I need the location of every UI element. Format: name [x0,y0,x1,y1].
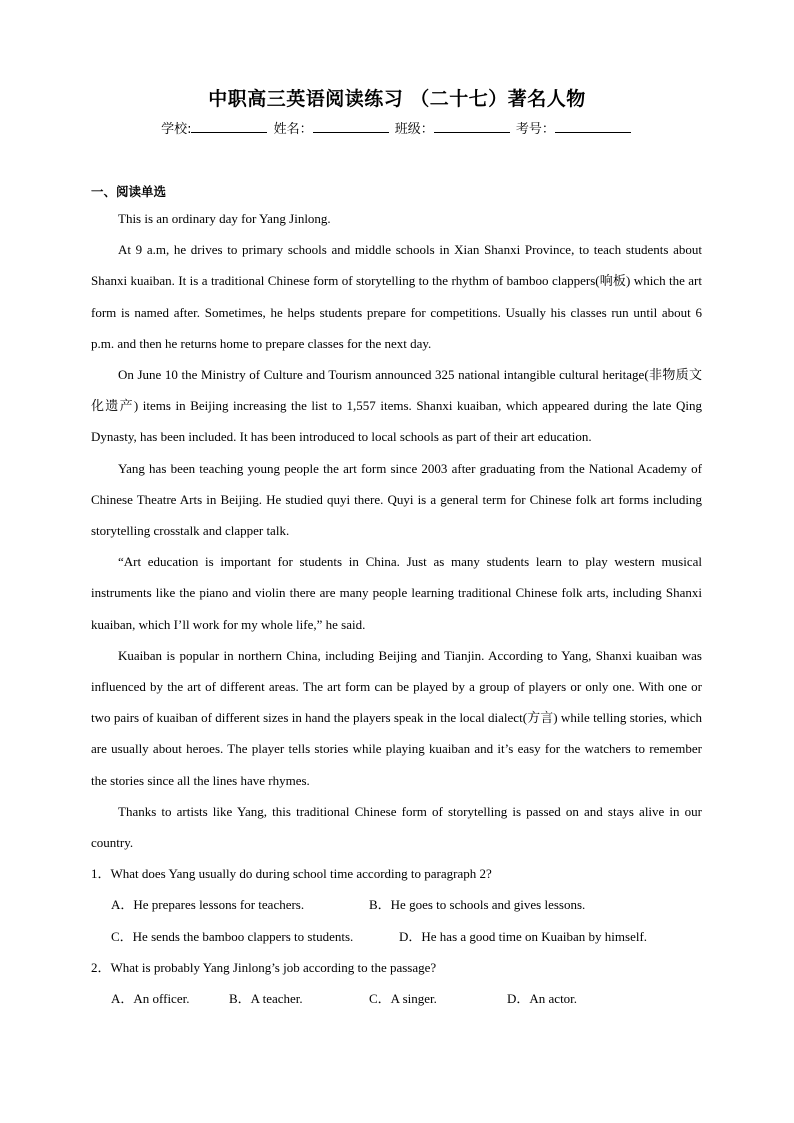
question-2-stem: 2．What is probably Yang Jinlong’s job according to the passage? [91,959,437,975]
exam-number-label: 考号： [515,122,555,137]
question-1-option-a[interactable]: A．He prepares lessons for teachers. [111,897,305,913]
question-2-option-a[interactable]: A．An officer. [111,991,190,1007]
passage-paragraph-2: At 9 a.m, he drives to primary schools and middle schools in Xian Shanxi Province, to teach students about Shanxi kuaiban. It is a traditional Chinese form of storytelling to the rhythm of bamboo clappers(响板) which the art form is named after. Sometimes, he helps students prepare for competitions. Usually his classes run until about 6 p.m. and then he returns home to prepare classes for the next day. [91,242,702,351]
question-2-option-d[interactable]: D．An actor. [507,991,578,1007]
question-1-stem: 1．What does Yang usually do during school time according to paragraph 2? [91,866,492,882]
question-1-options-row-2 [91,921,702,952]
question-1-options-row-1 [91,889,702,920]
question-2-option-c[interactable]: C．A singer. [369,991,437,1007]
section-heading: 一、阅读单选 [91,184,167,199]
class-label: 班级： [394,122,434,137]
reading-body [91,203,702,1014]
question-1-option-d[interactable]: D．He has a good time on Kuaiban by himself. [399,928,648,944]
passage-paragraph-3: On June 10 the Ministry of Culture and Tourism announced 325 national intangible cultural heritage(非物质文化遗产) items in Beijing increasing the list to 1,557 items. Shanxi kuaiban, which appeared during the late Qing Dynasty, has been included. It has been introduced to local schools as part of their art education. [91,367,702,445]
name-blank[interactable] [313,119,389,133]
passage-paragraph-6: Kuaiban is popular in northern China, including Beijing and Tianjin. According to Yang, Shanxi kuaiban was influenced by the art of different areas. The art form can be played by a group of players or only one. With one or two pairs of kuaiban of different sizes in hand the players speak in the local dialect(方言) while telling stories, which are usually about heroes. The player tells stories while playing kuaiban and it’s easy for the watchers to remember the stories since all the lines have rhymes. [91,647,702,788]
school-label: 学校: [161,122,192,137]
passage-paragraph-4: Yang has been teaching young people the art form since 2003 after graduating from the National Academy of Chinese Theatre Arts in Beijing. He studied quyi there. Quyi is a general term for Chinese folk art forms including storytelling crosstalk and clapper talk. [91,460,702,539]
exam-number-blank[interactable] [555,119,631,133]
name-label: 姓名： [273,122,313,137]
question-1-option-c[interactable]: C．He sends the bamboo clappers to students. [111,928,354,944]
question-2-options-row [91,983,702,1014]
passage-paragraph-5: “Art education is important for students in China. Just as many students learn to play western musical instruments like the piano and violin there are many people learning traditional Chinese folk arts, including Shanxi kuaiban, which I’ll work for my whole life,” he said. [91,554,702,632]
question-2-option-b[interactable]: B．A teacher. [229,991,303,1007]
passage-paragraph-1: This is an ordinary day for Yang Jinlong. [118,211,331,226]
student-info-line [0,118,794,137]
document-title: 中职高三英语阅读练习 （二十七）著名人物 [208,88,586,110]
school-blank[interactable] [191,119,267,133]
class-blank[interactable] [434,119,510,133]
passage-paragraph-7: Thanks to artists like Yang, this traditional Chinese form of storytelling is passed on and stays alive in our country. [91,803,702,851]
question-1-option-b[interactable]: B．He goes to schools and gives lessons. [369,897,586,913]
